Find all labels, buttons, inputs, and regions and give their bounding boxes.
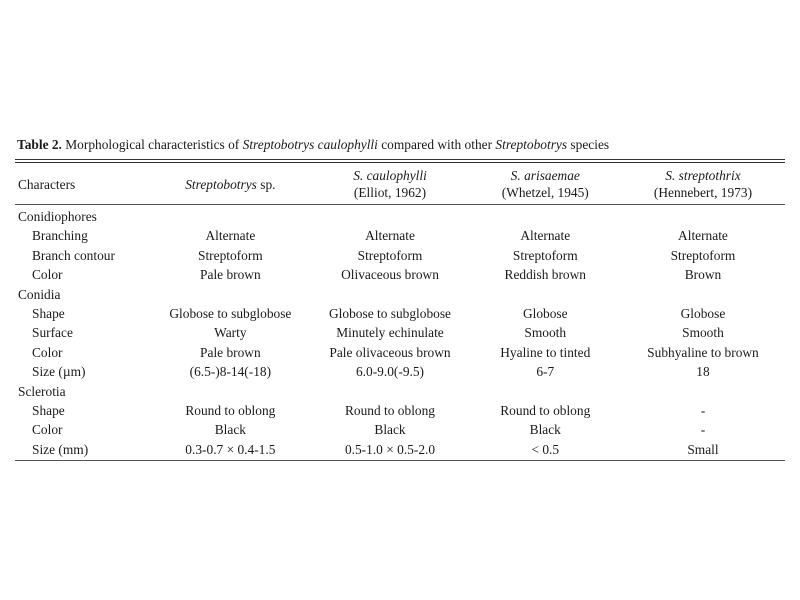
table-cell xyxy=(150,285,310,304)
group-label: Conidiophores xyxy=(18,209,97,224)
table-cell: (6.5-)8-14(-18) xyxy=(189,364,272,380)
table-caption xyxy=(17,137,787,153)
header-col4-name: S. streptothrix xyxy=(665,168,741,183)
row-label: Size (mm) xyxy=(32,441,89,457)
table-row xyxy=(15,246,785,265)
header-streptobotrys-sp xyxy=(150,164,310,204)
table-caption-text: Morphological characteristics of xyxy=(61,137,243,152)
row-label: Size (µm) xyxy=(32,364,86,380)
table-cell xyxy=(470,285,621,304)
row-label: Color xyxy=(32,267,63,283)
table-row xyxy=(15,362,785,381)
header-col3-ref: (Whetzel, 1945) xyxy=(501,185,589,200)
table-cell xyxy=(621,204,785,226)
table-cell: Subhyaline to brown xyxy=(647,344,759,360)
header-col2-ref: (Elliot, 1962) xyxy=(353,185,427,200)
group-label: Sclerotia xyxy=(18,383,66,399)
table-cell: Alternate xyxy=(365,228,415,244)
table-row xyxy=(15,323,785,342)
table-cell: Brown xyxy=(684,267,722,283)
table-cell xyxy=(310,204,469,226)
table-cell xyxy=(310,285,469,304)
table-cell: 18 xyxy=(696,364,710,380)
header-col3-name: S. arisaemae xyxy=(510,168,580,183)
table-cell: Round to oblong xyxy=(500,403,591,419)
table-header-row xyxy=(15,164,785,204)
table-cell xyxy=(470,204,621,226)
table-cell xyxy=(310,382,469,401)
table-cell xyxy=(150,382,310,401)
table-group-row xyxy=(15,204,785,226)
table-group-row xyxy=(15,382,785,401)
header-col2-name: S. caulophylli xyxy=(353,168,427,183)
table-cell: Globose to subglobose xyxy=(169,306,292,322)
table-cell: Pale brown xyxy=(200,344,261,360)
group-label: Conidia xyxy=(18,286,61,302)
morphology-table xyxy=(15,164,785,459)
table-row xyxy=(15,440,785,459)
row-label: Branching xyxy=(32,228,88,244)
table-cell xyxy=(621,285,785,304)
header-col4-ref: (Hennebert, 1973) xyxy=(653,185,753,200)
table-cell: Round to oblong xyxy=(344,403,436,419)
table-cell: Small xyxy=(687,441,719,457)
table-cell: Pale brown xyxy=(200,267,261,283)
row-label: Surface xyxy=(32,325,73,341)
table-cell: Streptoform xyxy=(198,247,263,263)
row-label: Shape xyxy=(32,306,65,322)
row-label: Shape xyxy=(32,403,65,419)
table-cell: Globose xyxy=(522,306,568,322)
table-cell: Minutely echinulate xyxy=(336,325,444,341)
table-cell: Black xyxy=(374,422,406,438)
table-cell: - xyxy=(700,403,706,419)
table-cell: Smooth xyxy=(524,325,567,341)
table-cell: Smooth xyxy=(682,325,724,341)
table-cell: Alternate xyxy=(205,228,256,244)
header-col1-name: Streptobotrys xyxy=(185,176,257,192)
table-bottom-rule xyxy=(15,460,785,461)
table-caption-species: Streptobotrys caulophylli xyxy=(242,137,378,152)
table-caption-genus: Streptobotrys xyxy=(495,137,568,152)
table-cell: - xyxy=(700,422,706,438)
table-top-rule xyxy=(15,159,785,160)
table-group-row xyxy=(15,285,785,304)
table-cell: Reddish brown xyxy=(504,267,586,283)
table-cell: Black xyxy=(214,422,246,438)
table-cell: Black xyxy=(529,422,561,438)
table-row xyxy=(15,226,785,245)
table-caption-text: compared with other xyxy=(377,137,496,152)
header-characters: Characters xyxy=(18,176,76,192)
table-row xyxy=(15,401,785,420)
table-cell: 0.5-1.0 × 0.5-2.0 xyxy=(344,441,436,457)
table-cell: Warty xyxy=(214,325,247,341)
table-cell xyxy=(150,204,310,226)
table-cell: Streptoform xyxy=(670,247,736,263)
table-cell: Alternate xyxy=(520,228,571,244)
table-cell: Pale olivaceous brown xyxy=(329,344,451,360)
header-s-arisaemae xyxy=(470,164,621,204)
row-label: Branch contour xyxy=(32,247,115,263)
table-cell xyxy=(621,382,785,401)
table-row xyxy=(15,265,785,284)
table-row xyxy=(15,304,785,323)
table-cell: Hyaline to tinted xyxy=(500,344,591,360)
header-s-streptothrix xyxy=(621,164,785,204)
table-cell: Round to oblong xyxy=(185,403,276,419)
header-col1-suffix: sp. xyxy=(256,176,276,192)
table-cell: 6-7 xyxy=(536,364,555,380)
table-row xyxy=(15,343,785,362)
row-label: Color xyxy=(32,344,63,360)
table-cell: Globose xyxy=(680,306,726,322)
table-top-rule-double xyxy=(15,162,785,163)
table-cell: Streptoform xyxy=(357,247,423,263)
table-cell xyxy=(470,382,621,401)
table-cell: < 0.5 xyxy=(531,441,560,457)
table-body xyxy=(15,204,785,459)
header-s-caulophylli xyxy=(310,164,469,204)
row-label: Color xyxy=(32,422,63,438)
table-row xyxy=(15,420,785,439)
table-cell: 0.3-0.7 × 0.4-1.5 xyxy=(185,441,276,457)
table-cell: 6.0-9.0(-9.5) xyxy=(355,364,425,380)
table-caption-label: Table 2. xyxy=(17,137,62,152)
table-caption-text: species xyxy=(567,137,610,152)
table-cell: Alternate xyxy=(678,228,728,244)
table-cell: Olivaceous brown xyxy=(341,267,439,283)
table-cell: Globose to subglobose xyxy=(329,306,451,322)
table-cell: Streptoform xyxy=(512,247,578,263)
